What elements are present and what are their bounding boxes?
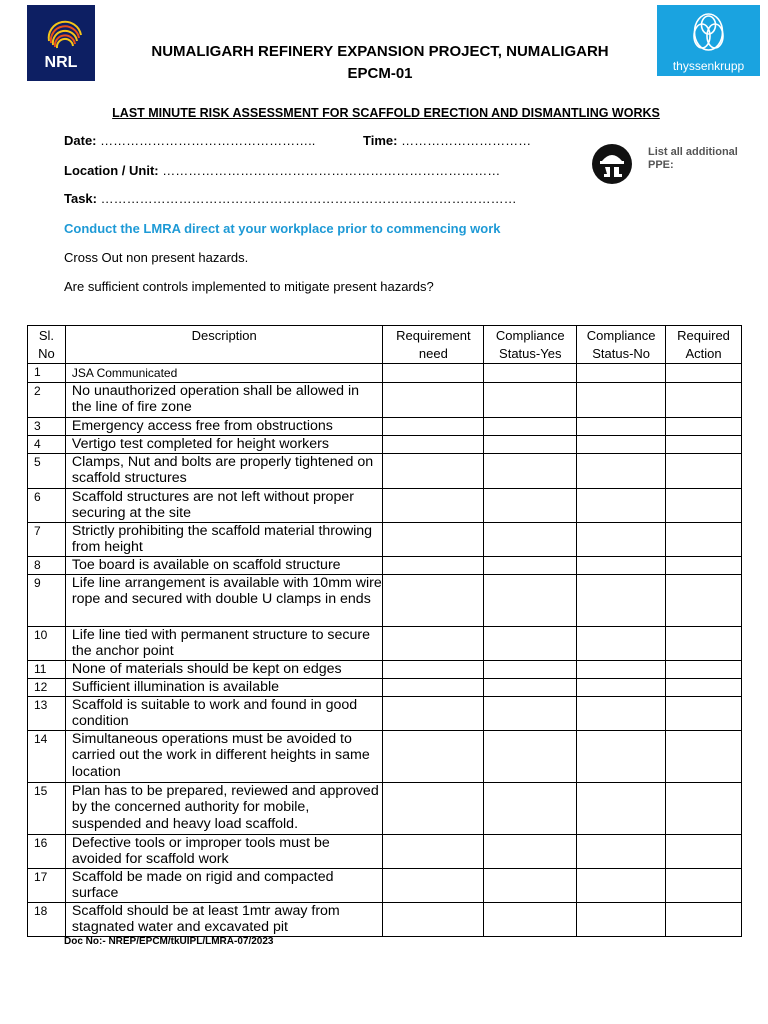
row-description: Life line arrangement is available with 10mm wire rope and secured with double U clamps in ends [65, 574, 383, 626]
header-compliance-no: Compliance Status-No [577, 326, 666, 364]
row-sl: 5 [28, 453, 66, 488]
row-description: Plan has to be prepared, reviewed and approved by the concerned authority for mobile, suspended and heavy load scaffold. [65, 782, 383, 834]
compliance-yes-cell[interactable] [484, 678, 577, 696]
table-row [28, 730, 742, 782]
row-sl: 8 [28, 556, 66, 574]
time-field [363, 133, 531, 148]
row-sl: 12 [28, 678, 66, 696]
header-requirement: Requirement need [383, 326, 484, 364]
requirement-cell[interactable] [383, 574, 484, 626]
row-description: Sufficient illumination is available [65, 678, 383, 696]
row-sl: 14 [28, 730, 66, 782]
location-fill: …………………………………………………………………… [162, 163, 501, 178]
compliance-no-cell[interactable] [577, 574, 666, 626]
time-fill: ………………………… [401, 133, 532, 148]
compliance-yes-cell[interactable] [484, 782, 577, 834]
table-row [28, 782, 742, 834]
compliance-yes-cell[interactable] [484, 574, 577, 626]
project-code: EPCM-01 [347, 65, 413, 82]
row-sl: 6 [28, 488, 66, 522]
table-row [28, 660, 742, 678]
compliance-no-cell[interactable] [577, 696, 666, 730]
requirement-cell[interactable] [383, 834, 484, 868]
required-action-cell[interactable] [666, 417, 742, 435]
requirement-cell[interactable] [383, 364, 484, 383]
row-description: Strictly prohibiting the scaffold material throwing from height [65, 522, 383, 556]
required-action-cell[interactable] [666, 382, 742, 417]
required-action-cell[interactable] [666, 678, 742, 696]
required-action-cell[interactable] [666, 556, 742, 574]
required-action-cell[interactable] [666, 696, 742, 730]
ppe-note: List all additional PPE: [648, 146, 738, 171]
compliance-yes-cell[interactable] [484, 902, 577, 936]
header-description: Description [65, 326, 383, 364]
required-action-cell[interactable] [666, 488, 742, 522]
question-text: Are sufficient controls implemented to mitigate present hazards? [64, 279, 434, 294]
compliance-no-cell[interactable] [577, 660, 666, 678]
table-row [28, 382, 742, 417]
row-sl: 16 [28, 834, 66, 868]
required-action-cell[interactable] [666, 868, 742, 902]
time-label: Time: [363, 133, 398, 148]
row-sl: 10 [28, 626, 66, 660]
compliance-yes-cell[interactable] [484, 834, 577, 868]
compliance-no-cell[interactable] [577, 626, 666, 660]
requirement-cell[interactable] [383, 782, 484, 834]
task-fill: …………………………………………………………………………………… [100, 191, 517, 206]
compliance-no-cell[interactable] [577, 678, 666, 696]
project-title: NUMALIGARH REFINERY EXPANSION PROJECT, NUMALIGARH [151, 43, 609, 60]
required-action-cell[interactable] [666, 660, 742, 678]
table-row [28, 488, 742, 522]
compliance-yes-cell[interactable] [484, 382, 577, 417]
requirement-cell[interactable] [383, 522, 484, 556]
requirement-cell[interactable] [383, 417, 484, 435]
compliance-no-cell[interactable] [577, 435, 666, 453]
required-action-cell[interactable] [666, 626, 742, 660]
row-sl: 7 [28, 522, 66, 556]
row-sl: 18 [28, 902, 66, 936]
compliance-yes-cell[interactable] [484, 730, 577, 782]
required-action-cell[interactable] [666, 902, 742, 936]
header-sl: Sl. No [28, 326, 66, 364]
compliance-no-cell[interactable] [577, 453, 666, 488]
header-required-action: Required Action [666, 326, 742, 364]
requirement-cell[interactable] [383, 626, 484, 660]
compliance-no-cell[interactable] [577, 417, 666, 435]
compliance-yes-cell[interactable] [484, 626, 577, 660]
row-description: Simultaneous operations must be avoided to carried out the work in different heights in same location [65, 730, 383, 782]
location-field [64, 163, 500, 178]
table-row [28, 522, 742, 556]
nrl-logo [27, 5, 95, 81]
required-action-cell[interactable] [666, 364, 742, 383]
table-row [28, 556, 742, 574]
required-action-cell[interactable] [666, 782, 742, 834]
row-sl: 9 [28, 574, 66, 626]
row-description: Emergency access free from obstructions [65, 417, 383, 435]
row-description: Scaffold is suitable to work and found in good condition [65, 696, 383, 730]
requirement-cell[interactable] [383, 435, 484, 453]
compliance-yes-cell[interactable] [484, 696, 577, 730]
required-action-cell[interactable] [666, 730, 742, 782]
requirement-cell[interactable] [383, 868, 484, 902]
row-description: Scaffold be made on rigid and compacted surface [65, 868, 383, 902]
row-description: JSA Communicated [65, 364, 383, 383]
table-row [28, 574, 742, 626]
row-sl: 3 [28, 417, 66, 435]
requirement-cell[interactable] [383, 730, 484, 782]
compliance-no-cell[interactable] [577, 522, 666, 556]
required-action-cell[interactable] [666, 574, 742, 626]
table-row [28, 417, 742, 435]
requirement-cell[interactable] [383, 902, 484, 936]
task-label: Task: [64, 191, 97, 206]
row-sl: 2 [28, 382, 66, 417]
compliance-yes-cell[interactable] [484, 556, 577, 574]
instruction-text: Conduct the LMRA direct at your workplace prior to commencing work [64, 221, 501, 236]
ppe-icon [591, 143, 633, 185]
row-description: No unauthorized operation shall be allowed in the line of fire zone [65, 382, 383, 417]
requirement-cell[interactable] [383, 696, 484, 730]
thyssenkrupp-logo-text: thyssenkrupp [672, 59, 745, 73]
document-subtitle: LAST MINUTE RISK ASSESSMENT FOR SCAFFOLD ERECTION AND DISMANTLING WORKS [112, 106, 660, 120]
document-number: Doc No:- NREP/EPCM/tkUIPL/LMRA-07/2023 [64, 936, 274, 947]
row-description: Scaffold structures are not left without proper securing at the site [65, 488, 383, 522]
table-row [28, 902, 742, 936]
row-sl: 1 [28, 364, 66, 383]
table-row [28, 868, 742, 902]
compliance-yes-cell[interactable] [484, 435, 577, 453]
date-field [64, 133, 315, 148]
compliance-no-cell[interactable] [577, 364, 666, 383]
date-fill: ………………………………………….. [100, 133, 316, 148]
task-field [64, 191, 517, 206]
row-description: None of materials should be kept on edges [65, 660, 383, 678]
compliance-no-cell[interactable] [577, 902, 666, 936]
checklist-table [27, 325, 742, 937]
requirement-cell[interactable] [383, 453, 484, 488]
header-compliance-yes: Compliance Status-Yes [484, 326, 577, 364]
table-row [28, 453, 742, 488]
table-row [28, 678, 742, 696]
compliance-no-cell[interactable] [577, 382, 666, 417]
compliance-yes-cell[interactable] [484, 453, 577, 488]
row-sl: 17 [28, 868, 66, 902]
compliance-no-cell[interactable] [577, 868, 666, 902]
table-row [28, 696, 742, 730]
required-action-cell[interactable] [666, 453, 742, 488]
compliance-no-cell[interactable] [577, 556, 666, 574]
table-row [28, 834, 742, 868]
row-sl: 4 [28, 435, 66, 453]
location-label: Location / Unit: [64, 163, 159, 178]
row-description: Clamps, Nut and bolts are properly tightened on scaffold structures [65, 453, 383, 488]
compliance-no-cell[interactable] [577, 782, 666, 834]
required-action-cell[interactable] [666, 522, 742, 556]
nrl-logo-text: NRL [44, 54, 78, 71]
row-description: Vertigo test completed for height workers [65, 435, 383, 453]
compliance-yes-cell[interactable] [484, 488, 577, 522]
date-label: Date: [64, 133, 97, 148]
compliance-yes-cell[interactable] [484, 660, 577, 678]
cross-out-text: Cross Out non present hazards. [64, 250, 249, 265]
row-sl: 13 [28, 696, 66, 730]
compliance-no-cell[interactable] [577, 834, 666, 868]
required-action-cell[interactable] [666, 834, 742, 868]
requirement-cell[interactable] [383, 678, 484, 696]
row-description: Life line tied with permanent structure to secure the anchor point [65, 626, 383, 660]
compliance-yes-cell[interactable] [484, 364, 577, 383]
compliance-yes-cell[interactable] [484, 522, 577, 556]
table-row [28, 364, 742, 383]
required-action-cell[interactable] [666, 435, 742, 453]
thyssenkrupp-logo [657, 5, 760, 76]
row-description: Scaffold should be at least 1mtr away from stagnated water and excavated pit [65, 902, 383, 936]
row-description: Defective tools or improper tools must be avoided for scaffold work [65, 834, 383, 868]
compliance-no-cell[interactable] [577, 730, 666, 782]
table-header-row [28, 326, 742, 364]
compliance-yes-cell[interactable] [484, 868, 577, 902]
compliance-no-cell[interactable] [577, 488, 666, 522]
requirement-cell[interactable] [383, 660, 484, 678]
requirement-cell[interactable] [383, 382, 484, 417]
row-sl: 11 [28, 660, 66, 678]
requirement-cell[interactable] [383, 488, 484, 522]
compliance-yes-cell[interactable] [484, 417, 577, 435]
table-row [28, 435, 742, 453]
row-description: Toe board is available on scaffold structure [65, 556, 383, 574]
row-sl: 15 [28, 782, 66, 834]
table-row [28, 626, 742, 660]
requirement-cell[interactable] [383, 556, 484, 574]
